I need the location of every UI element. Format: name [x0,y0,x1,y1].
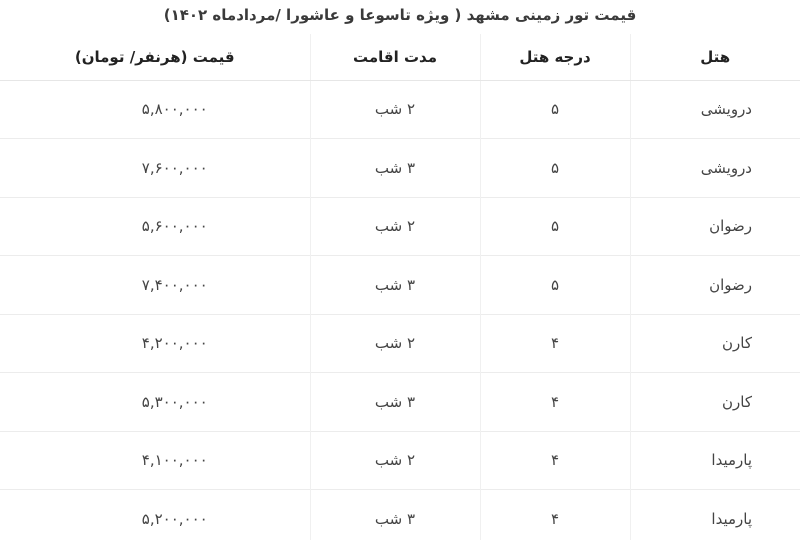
price-cell: ۵,۳۰۰,۰۰۰ [0,373,310,432]
price-table [0,34,800,540]
column-header-grade: درجه هتل [480,34,630,80]
hotel-cell: پارمیدا [630,490,800,540]
hotel-cell: پارمیدا [630,431,800,490]
column-header-stay: مدت اقامت [310,34,480,80]
column-header-price: قیمت (هرنفر/ تومان) [0,34,310,80]
stay-cell: ۳ شب [310,373,480,432]
grade-cell: ۴ [480,431,630,490]
grade-cell: ۵ [480,197,630,256]
stay-cell: ۲ شب [310,431,480,490]
stay-cell: ۲ شب [310,314,480,373]
table-row [0,80,800,139]
hotel-cell: درویشی [630,139,800,198]
grade-cell: ۴ [480,490,630,540]
table-row [0,256,800,315]
table-row [0,373,800,432]
hotel-cell: درویشی [700,100,752,119]
stay-cell: ۲ شب [310,197,480,256]
price-cell: ۵,۸۰۰,۰۰۰ [0,80,310,139]
page-title: قیمت تور زمینی مشهد ( ویژه تاسوعا و عاشورا /مردادماه ۱۴۰۲) [163,6,637,24]
grade-cell: ۵ [480,139,630,198]
price-cell: ۵,۶۰۰,۰۰۰ [0,197,310,256]
price-cell: ۴,۱۰۰,۰۰۰ [0,431,310,490]
table-header-row [0,34,800,80]
grade-cell: ۴ [480,373,630,432]
hotel-cell: کارن [630,314,800,373]
stay-cell: ۳ شب [310,139,480,198]
stay-cell: ۳ شب [310,256,480,315]
price-cell: ۵,۲۰۰,۰۰۰ [0,490,310,540]
table-row [0,197,800,256]
price-cell: ۷,۴۰۰,۰۰۰ [0,256,310,315]
table-row [0,314,800,373]
table-row [0,431,800,490]
table-row [0,139,800,198]
grade-cell: ۵ [480,80,630,139]
stay-cell: ۲ شب [310,80,480,139]
hotel-cell: رضوان [630,197,800,256]
hotel-cell: کارن [630,373,800,432]
column-header-hotel: هتل [630,34,800,80]
price-cell: ۴,۲۰۰,۰۰۰ [0,314,310,373]
table-row [0,490,800,540]
grade-cell: ۵ [480,256,630,315]
stay-cell: ۳ شب [310,490,480,540]
grade-cell: ۴ [480,314,630,373]
hotel-cell: رضوان [630,256,800,315]
price-cell: ۷,۶۰۰,۰۰۰ [0,139,310,198]
